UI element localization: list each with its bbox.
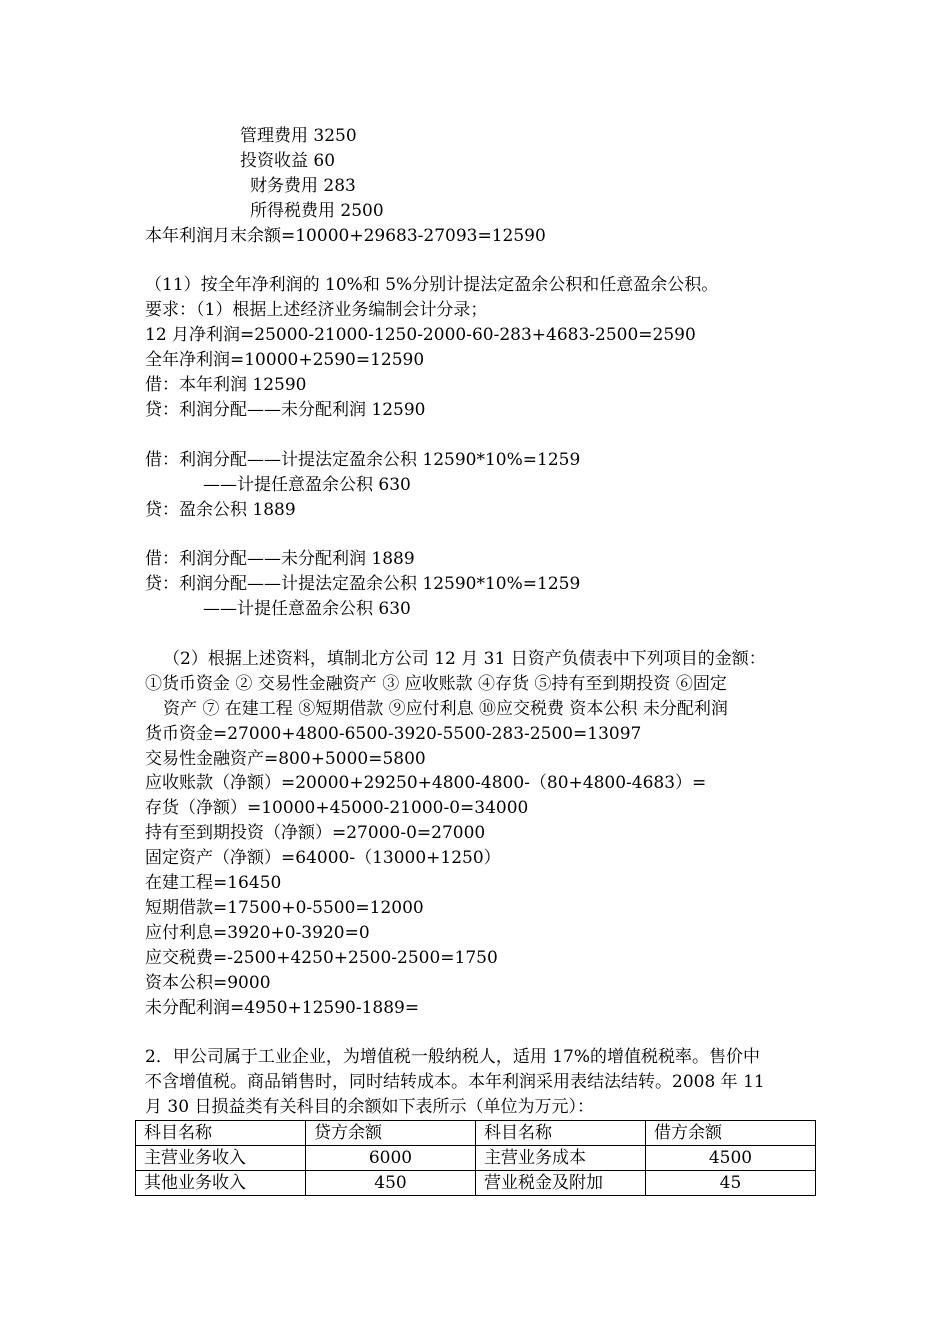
table-cell: 450 bbox=[306, 1171, 476, 1196]
table-cell: 主营业务成本 bbox=[476, 1146, 646, 1171]
text-line: （2）根据上述资料，填制北方公司 12 月 31 日资产负债表中下列项目的金额： bbox=[163, 649, 766, 669]
text-line: 货币资金=27000+4800-6500-3920-5500-283-2500=13097 bbox=[145, 724, 642, 744]
text-line: 管理费用 3250 bbox=[240, 126, 357, 146]
text-line: 所得税费用 2500 bbox=[250, 201, 384, 221]
header-cell: 借方余额 bbox=[646, 1121, 816, 1146]
text-line: 12 月净利润=25000-21000-1250-2000-60-283+4683-2500=2590 bbox=[145, 325, 696, 345]
text-line: 不含增值税。商品销售时，同时结转成本。本年利润采用表结法结转。2008 年 11 bbox=[145, 1072, 765, 1092]
table-row bbox=[136, 1171, 816, 1196]
text-line: ①货币资金 ② 交易性金融资产 ③ 应收账款 ④存货 ⑤持有至到期投资 ⑥固定 bbox=[145, 674, 727, 694]
text-line: 资产 ⑦ 在建工程 ⑧短期借款 ⑨应付利息 ⑩应交税费 资本公积 未分配利润 bbox=[163, 699, 728, 719]
text-line: 存货（净额）=10000+45000-21000-0=34000 bbox=[145, 798, 529, 818]
table-cell: 主营业务收入 bbox=[136, 1146, 306, 1171]
text-line: 固定资产（净额）=64000-（13000+1250） bbox=[145, 848, 501, 868]
text-line: 短期借款=17500+0-5500=12000 bbox=[145, 898, 424, 918]
text-line: 交易性金融资产=800+5000=5800 bbox=[145, 749, 426, 769]
text-line: 应收账款（净额）=20000+29250+4800-4800-（80+4800-4683）= bbox=[145, 773, 707, 793]
table-header-row bbox=[136, 1121, 816, 1146]
text-line: 资本公积=9000 bbox=[145, 973, 271, 993]
text-line: 本年利润月末余额=10000+29683-27093=12590 bbox=[145, 226, 546, 246]
text-line: ——计提任意盈余公积 630 bbox=[203, 599, 411, 619]
text-line: （11）按全年净利润的 10%和 5%分别计提法定盈余公积和任意盈余公积。 bbox=[145, 275, 719, 295]
table-cell: 45 bbox=[646, 1171, 816, 1196]
text-line: 借：本年利润 12590 bbox=[145, 375, 307, 395]
text-line: 借：利润分配——未分配利润 1889 bbox=[145, 549, 415, 569]
text-line: 贷：利润分配——未分配利润 12590 bbox=[145, 400, 426, 420]
table-cell: 6000 bbox=[306, 1146, 476, 1171]
account-balance-table bbox=[135, 1120, 816, 1196]
text-line: 月 30 日损益类有关科目的余额如下表所示（单位为万元）： bbox=[145, 1097, 594, 1117]
text-line: 借：利润分配——计提法定盈余公积 12590*10%=1259 bbox=[145, 450, 581, 470]
text-line: 贷：利润分配——计提法定盈余公积 12590*10%=1259 bbox=[145, 574, 581, 594]
text-line: 未分配利润=4950+12590-1889= bbox=[145, 998, 420, 1018]
text-line: 2．甲公司属于工业企业，为增值税一般纳税人，适用 17%的增值税税率。售价中 bbox=[145, 1047, 761, 1067]
text-line: 全年净利润=10000+2590=12590 bbox=[145, 350, 425, 370]
text-line: 财务费用 283 bbox=[250, 176, 356, 196]
text-line: 要求：（1）根据上述经济业务编制会计分录； bbox=[145, 300, 488, 320]
text-line: 贷：盈余公积 1889 bbox=[145, 500, 296, 520]
text-line: 在建工程=16450 bbox=[145, 873, 282, 893]
table-row bbox=[136, 1146, 816, 1171]
header-cell: 科目名称 bbox=[136, 1121, 306, 1146]
table-cell: 4500 bbox=[646, 1146, 816, 1171]
text-line: 投资收益 60 bbox=[240, 151, 336, 171]
text-line: 应付利息=3920+0-3920=0 bbox=[145, 923, 370, 943]
header-cell: 科目名称 bbox=[476, 1121, 646, 1146]
table-cell: 其他业务收入 bbox=[136, 1171, 306, 1196]
text-line: ——计提任意盈余公积 630 bbox=[203, 475, 411, 495]
table-cell: 营业税金及附加 bbox=[476, 1171, 646, 1196]
text-line: 应交税费=-2500+4250+2500-2500=1750 bbox=[145, 948, 498, 968]
text-line: 持有至到期投资（净额）=27000-0=27000 bbox=[145, 823, 486, 843]
header-cell: 贷方余额 bbox=[306, 1121, 476, 1146]
